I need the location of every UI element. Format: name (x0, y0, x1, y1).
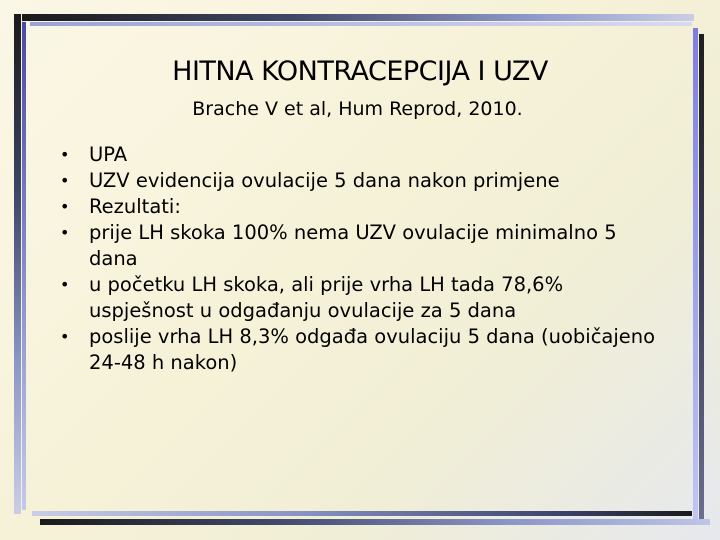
bullet-item (60, 220, 660, 272)
bullet-item (60, 168, 660, 194)
frame-bottom-inner-bar (32, 511, 692, 516)
bullet-icon: • (60, 223, 70, 242)
bullet-text: UPA (89, 143, 128, 166)
frame-left-bar (14, 14, 21, 514)
bullet-text: u početku LH skoka, ali prije vrha LH tada 78,6% uspješnost u odgađanju ovulacije za 5 dana (89, 273, 564, 322)
frame-bottom-bar (40, 519, 710, 525)
bullet-icon: • (60, 197, 70, 216)
bullet-icon: • (60, 327, 70, 346)
bullet-item (60, 194, 660, 220)
bullet-text: prije LH skoka 100% nema UZV ovulacije minimalno 5 dana (89, 221, 617, 270)
frame-left-inner-bar (22, 22, 26, 510)
bullet-text: poslije vrha LH 8,3% odgađa ovulaciju 5 dana (uobičajeno 24-48 h nakon) (89, 325, 656, 374)
bullet-text: Rezultati: (89, 195, 181, 218)
frame-top-bar (22, 14, 694, 21)
bullet-item (60, 272, 660, 324)
bullet-icon: • (60, 275, 70, 294)
bullet-icon: • (60, 145, 70, 164)
slide-title: HITNA KONTRACEPCIJA I UZV (172, 56, 548, 87)
bullet-item (60, 324, 660, 376)
bullet-text: UZV evidencija ovulacije 5 dana nakon primjene (89, 169, 560, 192)
bullet-list (60, 142, 660, 376)
frame-top-inner-bar (30, 22, 692, 26)
bullet-icon: • (60, 171, 70, 190)
bullet-item (60, 142, 660, 168)
slide-subtitle: Brache V et al, Hum Reprod, 2010. (192, 98, 523, 120)
